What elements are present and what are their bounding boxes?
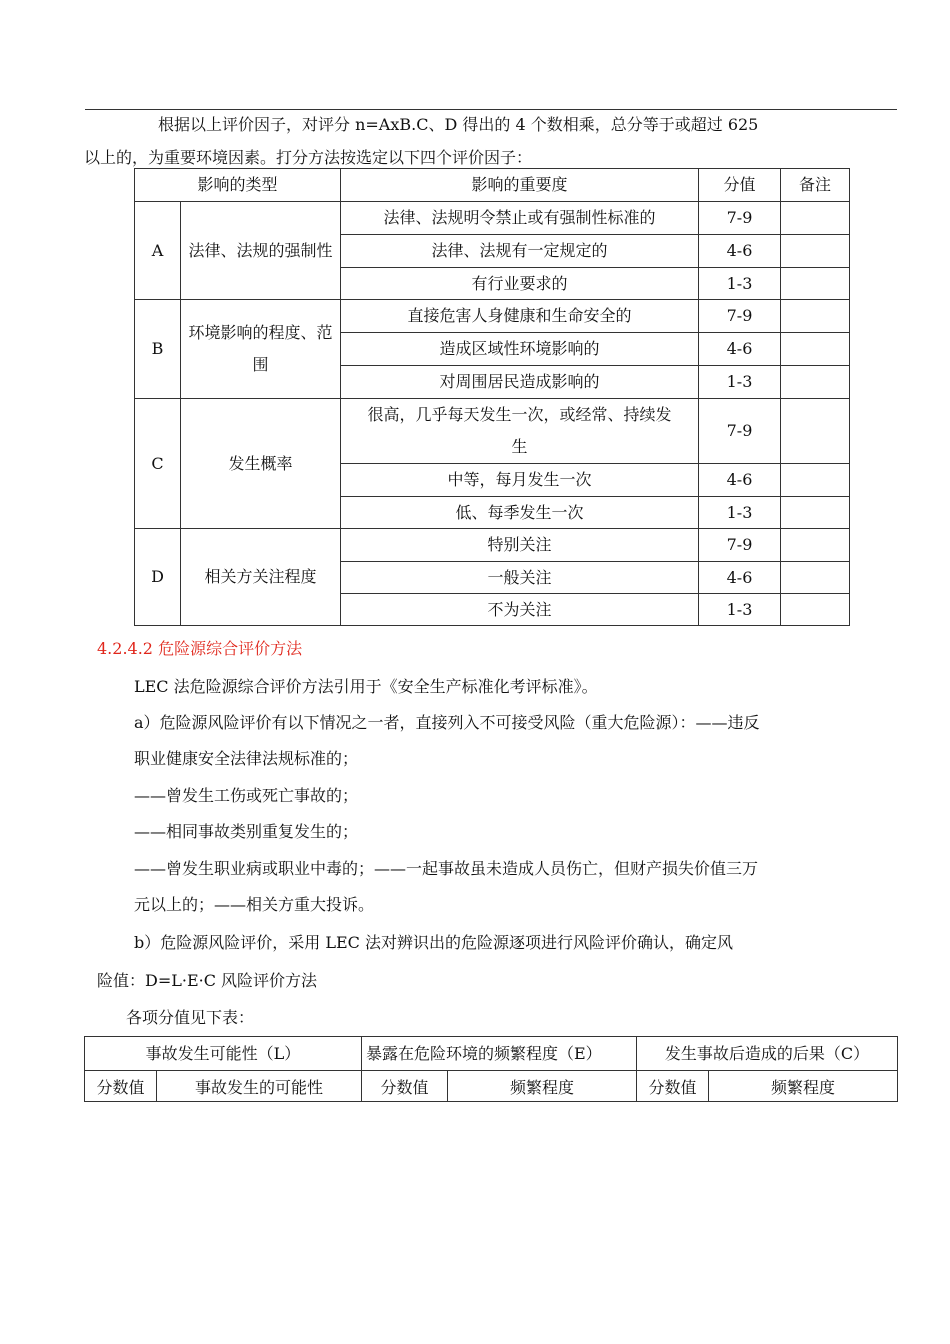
paragraph-table-intro: 各项分值见下表：	[126, 1008, 255, 1027]
score-cell: 4-6	[699, 235, 781, 268]
header-remark: 备注	[781, 169, 850, 202]
score-cell: 1-3	[699, 497, 781, 529]
header-type: 影响的类型	[135, 169, 341, 202]
paragraph-repeat: ——相同事故类别重复发生的；	[134, 822, 359, 841]
section-heading: 4.2.4.2 危险源综合评价方法	[97, 639, 303, 658]
importance-cell: 造成区域性环境影响的	[341, 333, 699, 366]
importance-cell: 直接危害人身健康和生命安全的	[341, 300, 699, 333]
header-importance: 影响的重要度	[341, 169, 699, 202]
subheader-score-c: 分数值	[637, 1071, 709, 1102]
group-code: A	[135, 202, 181, 300]
lec-score-table	[84, 1036, 898, 1102]
score-cell: 7-9	[699, 399, 781, 464]
score-cell: 1-3	[699, 268, 781, 300]
remark-cell	[781, 562, 850, 594]
importance-cell: 对周围居民造成影响的	[341, 366, 699, 399]
remark-cell	[781, 300, 850, 333]
group-code: B	[135, 300, 181, 399]
paragraph-b-line-1: b）危险源风险评价，采用 LEC 法对辨识出的危险源逐项进行风险评价确认，确定风	[134, 933, 733, 952]
table-row	[135, 300, 850, 333]
importance-cell: 有行业要求的	[341, 268, 699, 300]
paragraph-a-line-2: 职业健康安全法律法规标准的；	[134, 749, 359, 768]
group-type: 法律、法规的强制性	[181, 202, 341, 300]
score-cell: 7-9	[699, 529, 781, 562]
importance-cell: 低、每季发生一次	[341, 497, 699, 529]
importance-cell: 法律、法规有一定规定的	[341, 235, 699, 268]
importance-cell: 不为关注	[341, 594, 699, 626]
remark-cell	[781, 202, 850, 235]
remark-cell	[781, 464, 850, 497]
group-code: C	[135, 399, 181, 529]
table-row	[135, 202, 850, 235]
subheader-frequency-c: 频繁程度	[709, 1071, 898, 1102]
group-header-consequence: 发生事故后造成的后果（C）	[637, 1037, 898, 1071]
remark-cell	[781, 235, 850, 268]
score-cell: 1-3	[699, 366, 781, 399]
importance-cell: 法律、法规明令禁止或有强制性标准的	[341, 202, 699, 235]
score-cell: 4-6	[699, 464, 781, 497]
importance-cell: 一般关注	[341, 562, 699, 594]
header-score: 分值	[699, 169, 781, 202]
score-cell: 4-6	[699, 562, 781, 594]
remark-cell	[781, 268, 850, 300]
importance-cell: 特别关注	[341, 529, 699, 562]
remark-cell	[781, 399, 850, 464]
importance-cell: 中等，每月发生一次	[341, 464, 699, 497]
remark-cell	[781, 333, 850, 366]
paragraph-b-line-2: 险值：D=L·E·C 风险评价方法	[97, 971, 318, 990]
subheader-likelihood: 事故发生的可能性	[157, 1071, 362, 1102]
group-type: 环境影响的程度、范围	[181, 300, 341, 399]
paragraph-injury: ——曾发生工伤或死亡事故的；	[134, 786, 359, 805]
paragraph-disease-line-1: ——曾发生职业病或职业中毒的；——一起事故虽未造成人员伤亡，但财产损失价值三万	[134, 859, 759, 878]
score-cell: 4-6	[699, 333, 781, 366]
remark-cell	[781, 529, 850, 562]
table-row	[135, 399, 850, 464]
importance-cell: 很高，几乎每天发生一次，或经常、持续发生	[341, 399, 699, 464]
score-cell: 1-3	[699, 594, 781, 626]
table-header-row	[135, 169, 850, 202]
environment-factor-table	[134, 168, 850, 626]
paragraph-lec-source: LEC 法危险源综合评价方法引用于《安全生产标准化考评标准》。	[134, 677, 598, 696]
group-type: 发生概率	[181, 399, 341, 529]
subheader-frequency-e: 频繁程度	[448, 1071, 637, 1102]
group-code: D	[135, 529, 181, 626]
table-header-row	[85, 1037, 898, 1071]
paragraph-a-line-1: a）危险源风险评价有以下情况之一者，直接列入不可接受风险（重大危险源）：——违反	[134, 713, 760, 732]
group-type: 相关方关注程度	[181, 529, 341, 626]
table-row	[135, 529, 850, 562]
table-subheader-row	[85, 1071, 898, 1102]
score-cell: 7-9	[699, 300, 781, 333]
remark-cell	[781, 594, 850, 626]
intro-line-1: 根据以上评价因子，对评分 n=AxB.C、D 得出的 4 个数相乘，总分等于或超过 625	[158, 115, 759, 134]
subheader-score-l: 分数值	[85, 1071, 157, 1102]
score-cell: 7-9	[699, 202, 781, 235]
group-header-exposure: 暴露在危险环境的频繁程度（E）	[362, 1037, 637, 1071]
remark-cell	[781, 366, 850, 399]
subheader-score-e: 分数值	[362, 1071, 448, 1102]
intro-line-2: 以上的，为重要环境因素。打分方法按选定以下四个评价因子：	[84, 148, 533, 167]
group-header-likelihood: 事故发生可能性（L）	[85, 1037, 362, 1071]
paragraph-disease-line-2: 元以上的；——相关方重大投诉。	[134, 895, 375, 914]
remark-cell	[781, 497, 850, 529]
header-rule	[85, 109, 897, 110]
